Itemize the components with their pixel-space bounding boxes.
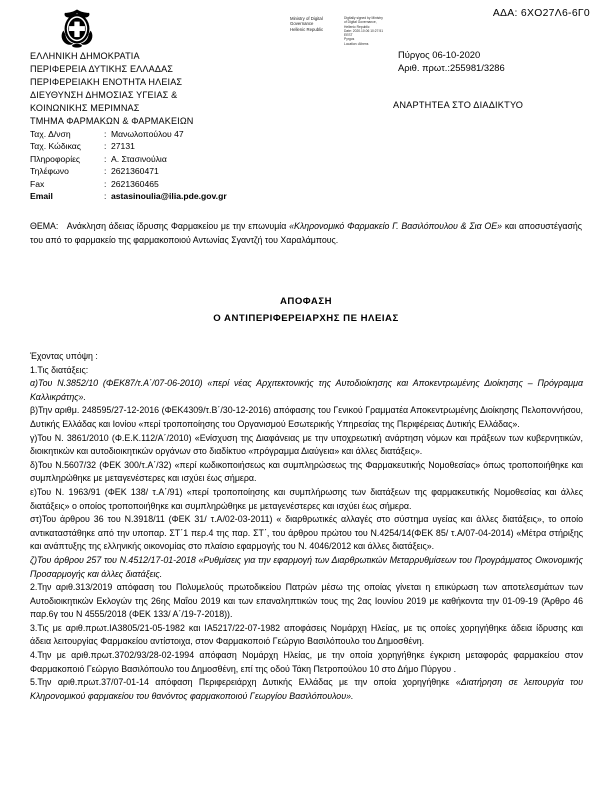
body-item-d: δ)Του Ν.5607/32 (ΦΕΚ 300/τ.Α΄/32) «περί κωδικοποιήσεως και συμπληρώσεως της Φαρμακευτικής Νομοθεσίας» όπως τροποποιήθηκε και συμπληρώθηκε με μεταγενέστερες και ισχύει έως σήμερα. — [30, 459, 583, 484]
authority-line-5: ΚΟΙΝΩΝΙΚΗΣ ΜΕΡΙΜΝΑΣ — [30, 103, 140, 114]
signature-detail-2: of Digital Governance, — [344, 20, 377, 25]
body-item-st: στ)Του άρθρου 36 του Ν.3918/11 (ΦΕΚ 31/ τ.Α/02-03-2011) « διαρθρωτικές αλλαγές στο σύστημα υγείας και άλλες διατάξεις», το οποίο αντικαταστάθηκε από την υποπαρ. ΣΤ΄1 περ.4 της παρ. ΣΤ΄, του άρθρου πρώτου του Ν.4254/14(ΦΕΚ 85/ τ.Α/07-04-2014) «Μέτρα στήριξης και ανάπτυξης της ελληνικής οικονομίας στο πλαίσιο εφαρμογής του Ν. 4046/2012 και άλλες διατάξεις». — [30, 514, 583, 552]
contact-value-postal-code: 27131 — [111, 141, 135, 152]
page-title — [0, 294, 612, 327]
contact-value-email[interactable]: astasinoulia@ilia.pde.gov.gr — [111, 190, 227, 201]
body-item-4: 4.Την με αριθ.πρωτ.3702/93/28-02-1994 απόφαση Νομάρχη Ηλείας, με την οποία χορηγήθηκε έγκριση μεταφοράς φαρμακείου στον Φαρμακοποιό Γεώργιο Βασιλόπουλο του Δημοσθένη, επί της οδού Τάκη Πετροπούλου 10 στο Δήμο Πύργου . — [30, 650, 583, 674]
contact-label-info: Πληροφορίες — [30, 153, 81, 164]
contact-row-phone — [30, 165, 227, 177]
body-item-e: ε)Του Ν. 1963/91 (ΦΕΚ 138/ τ.Α΄/91) «περί τροποποίησης και συμπλήρωσης των διατάξεων της φαρμακευτικής Νομοθεσίας και άλλες διατάξεις» ο οποίος τροποποιήθηκε και συμπληρώθηκε με μεταγενέστερες και ισχύει έως σήμερα. — [30, 486, 583, 511]
contact-row-fax — [30, 178, 227, 190]
subject-text-before: Ανάκληση άδειας ίδρυσης Φαρμακείου με την επωνυμία — [66, 221, 287, 231]
authority-line-4: ΔΙΕΥΘΥΝΣΗ ΔΗΜΟΣΙΑΣ ΥΓΕΙΑΣ & — [30, 90, 178, 101]
signature-detail-3: Hellenic Republic — [344, 24, 370, 29]
signature-detail-1: Digitally signed by Ministry — [344, 16, 383, 20]
body-item-1-label: 1.Τις διατάξεις: — [30, 364, 89, 375]
subject-text-after: και αποσυστέγασής του από το φαρμακείο της φαρμακοποιού Αντωνίας Σγαντζή του Χαραλάμπους. — [30, 221, 583, 245]
contact-row-postal-code — [30, 140, 227, 152]
title-line-decision: ΑΠΟΦΑΣΗ — [279, 296, 333, 307]
contact-label-postal-code: Ταχ. Κώδικας — [30, 141, 81, 152]
ada-code: ΑΔΑ: 6ΧΟ27Λ6-6Γ0 — [492, 8, 590, 19]
contact-value-address: Μανωλοπούλου 47 — [111, 129, 184, 139]
subject-pharmacy-name: «Κληρονομικό Φαρμακείο Γ. Βασιλόπουλου & Σια ΟΕ» — [289, 221, 503, 231]
signature-ministry-line2: Governance — [290, 21, 314, 27]
authority-line-3: ΠΕΡΙΦΕΡΕΙΑΚΗ ΕΝΟΤΗΤΑ ΗΛΕΙΑΣ — [30, 77, 183, 88]
contact-separator: : — [104, 178, 107, 189]
contact-label-address: Ταχ. Δ/νση — [30, 129, 71, 139]
authority-line-6: ΤΜΗΜΑ ΦΑΡΜΑΚΩΝ & ΦΑΡΜΑΚΕΙΩΝ — [30, 116, 194, 127]
document-body — [30, 350, 583, 703]
issue-place-date: Πύργος 06-10-2020 — [398, 49, 481, 60]
contact-separator: : — [104, 153, 107, 164]
body-item-a: α)Του Ν.3852/10 (ΦΕΚ87/τ.Α΄/07-06-2010) «περί νέας Αρχιτεκτονικής της Αυτοδιοίκησης και Αποκεντρωμένης Διοίκησης – Πρόγραμμα Καλλικράτης». — [30, 378, 583, 402]
body-intro: Έχοντας υπόψη : — [30, 351, 98, 361]
body-item-5 — [30, 676, 583, 703]
signature-ministry-line1: Ministry of Digital — [290, 16, 323, 21]
contact-value-info: Α. Στασινούλια — [111, 153, 167, 164]
contact-value-fax: 2621360465 — [111, 178, 159, 189]
authority-line-2: ΠΕΡΙΦΕΡΕΙΑ ΔΥΤΙΚΗΣ ΕΛΛΑΔΑΣ — [30, 64, 174, 75]
body-item-5-text: 5.Την αριθ.πρωτ.37/07-01-14 απόφαση Περιφερειάρχη Δυτικής Ελλάδας με την οποία χορηγήθηκε — [30, 677, 450, 688]
contact-row-info — [30, 153, 227, 165]
body-item-5-quote: «Διατήρηση σε λειτουργία του Κληρονομικού φαρμακείου του θανόντος φαρμακοποιού Γεωργίου Βασιλόπουλου». — [30, 677, 584, 701]
publication-notice: ΑΝΑΡΤΗΤΕΑ ΣΤΟ ΔΙΑΔΙΚΤΥΟ — [393, 100, 524, 110]
body-item-z: ζ)Του άρθρου 257 του Ν.4512/17-01-2018 «Ρυθμίσεις για την εφαρμογή των Διαρθρωτικών Μεταρρυθμίσεων του Προγράμματος Οικονομικής Προσαρμογής και άλλες διατάξεις. — [30, 554, 583, 579]
authority-line-1: ΕΛΛΗΝΙΚΗ ΔΗΜΟΚΡΑΤΙΑ — [30, 51, 140, 61]
contact-label-phone: Τηλέφωνο — [30, 166, 69, 177]
signature-detail-6: Pyrgos — [344, 37, 355, 42]
body-item-b: β)Την αριθμ. 248595/27-12-2016 (ΦΕΚ4309/τ.Β΄/30-12-2016) απόφασης του Γενικού Γραμματέα Αποκεντρωμένης Διοίκησης Πελοποννήσου, Δυτικής Ελλάδας και Ιονίου «περί τροποποίησης του Οργανισμού Εσωτερικής Υπηρεσίας της Περιφέρειας Δυτικής Ελλάδας». — [30, 405, 583, 429]
body-item-2: 2.Την αριθ.313/2019 απόφαση του Πολυμελούς πρωτοδικείου Πατρών μέσω της οποίας γίνεται η επικύρωση των αποτελεσμάτων των Αυτοδιοικητικών Εκλογών της 26ης Μαΐου 2019 και των επαναληπτικών τους της 2ας Ιουνίου 2019 με καθήκοντα την 01-09-19 (Άρθρο 46 παρ.6γ του Ν 4555/2018 (ΦΕΚ 133/ Α΄/19-7-2018)). — [30, 582, 583, 620]
signature-detail-5: EEST — [344, 33, 353, 38]
contact-details-block — [30, 128, 227, 202]
contact-row-address — [30, 128, 227, 140]
signature-detail-7: Location: Athens — [344, 41, 369, 46]
contact-value-phone: 2621360471 — [111, 166, 159, 177]
body-item-c: γ)Του Ν. 3861/2010 (Φ.Ε.Κ.112/Α΄/2010) «Ενίσχυση της Διαφάνειας με την υποχρεωτική ανάρτηση νόμων και πράξεων των κυβερνητικών, διοικητικών και αυτοδιοικητικών οργάνων στο διαδίκτυο «πρόγραμμα Διαύγεια» και άλλες διατάξεις». — [30, 432, 583, 457]
contact-separator: : — [104, 166, 107, 177]
signature-detail-4: Date: 2020.10.06 10:27:51 — [344, 28, 384, 33]
title-line-authority: Ο ΑΝΤΙΠΕΡΙΦΕΡΕΙΑΡΧΗΣ ΠΕ ΗΛΕΙΑΣ — [213, 312, 399, 324]
signature-ministry-line3: Hellenic Republic — [290, 26, 324, 32]
digital-signature-stamp — [290, 16, 412, 46]
issuing-authority-block — [30, 50, 194, 129]
subject-label: ΘΕΜΑ: — [30, 221, 59, 231]
contact-separator: : — [104, 129, 107, 139]
document-header — [0, 0, 612, 200]
contact-separator: : — [104, 190, 107, 201]
contact-row-email — [30, 190, 227, 202]
contact-separator: : — [104, 141, 107, 152]
subject-block — [30, 219, 582, 247]
contact-label-email: Email — [30, 190, 53, 201]
greek-coat-of-arms-emblem-icon — [58, 8, 96, 48]
body-item-3: 3.Τις με αριθ.πρωτ.ΙΑ3805/21-05-1982 και ΙΑ5217/22-07-1982 αποφάσεις Νομάρχη Ηλείας, με τις οποίες χορηγήθηκε άδεια ίδρυσης και άδεια λειτουργίας Φαρμακείου αντίστοιχα, στον Φαρμακοποιό Γεώργιο Βασιλόπουλο του Δημοσθένη. — [30, 622, 583, 647]
issue-place-date-block — [398, 48, 505, 74]
contact-label-fax: Fax — [30, 178, 45, 189]
issue-protocol-number: Αριθ. πρωτ.:255981/3286 — [398, 62, 505, 73]
